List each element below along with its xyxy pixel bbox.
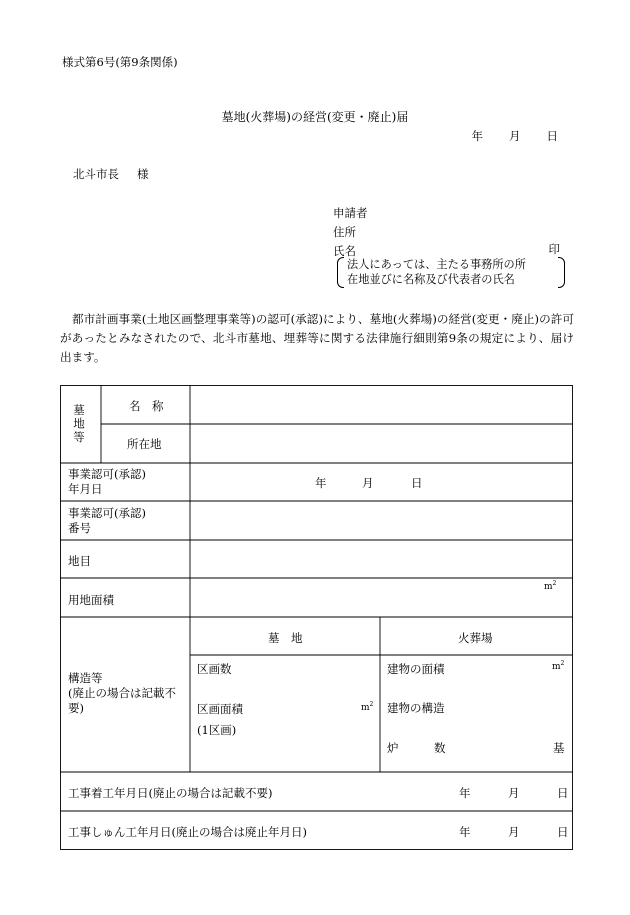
plot-area-unit-sup: 2: [369, 701, 374, 708]
building-structure-label: 建物の構造: [387, 701, 445, 715]
structure-line3: 要): [68, 701, 84, 715]
note-line-2: 在地並びに名称及び代表者の氏名: [347, 273, 515, 286]
approval-date-month: 月: [362, 476, 374, 490]
start-date-month: 月: [508, 786, 520, 800]
land-area-unit-base: m: [544, 582, 553, 592]
approval-date-label: [68, 467, 146, 497]
approval-number-line1: 事業認可(承認): [68, 506, 146, 520]
date-year: 年: [471, 129, 483, 143]
approval-date-line2: 年月日: [68, 482, 103, 496]
end-date-label: 工事しゅん工年月日(廃止の場合は廃止年月日): [68, 825, 307, 839]
location-label: 所在地: [127, 437, 162, 451]
building-area-unit-sup: 2: [560, 660, 565, 667]
start-date-label: 工事着工年月日(廃止の場合は記載不要): [68, 786, 273, 800]
crematorium-header: 火葬場: [458, 631, 493, 645]
form-number: 様式第6号(第9条関係): [62, 55, 178, 69]
applicant-label: 申請者: [333, 206, 368, 220]
corporation-note: [337, 257, 565, 288]
land-area-label: 用地面積: [68, 593, 114, 607]
building-area-label: 建物の面積: [387, 662, 445, 676]
document-title: 墓地(火葬場)の経営(変更・廃止)届: [221, 110, 409, 124]
approval-date-day: 日: [411, 476, 423, 490]
cemetery-header: 墓 地: [268, 631, 303, 645]
approval-number-line2: 番号: [68, 521, 91, 535]
plot-count-label: 区画数: [197, 662, 232, 676]
structure-line1: 構造等: [68, 671, 103, 685]
furnace-count-label: 数: [434, 741, 446, 755]
applicant-address-label: 住所: [333, 225, 356, 239]
building-area-unit: [552, 660, 564, 672]
name-label: 名 称: [129, 399, 164, 413]
start-date-year: 年: [459, 786, 471, 800]
submission-date: [472, 128, 559, 144]
end-date-day: 日: [557, 825, 569, 839]
seal-mark: 印: [548, 242, 560, 256]
plot-area-unit-base: m: [361, 703, 370, 713]
furnace-unit: 基: [553, 741, 565, 755]
plot-area-unit: [361, 701, 373, 713]
plot-area-label: 区画面積: [197, 702, 243, 716]
applicant-name-label: 氏名: [333, 244, 356, 258]
structure-line2: (廃止の場合は記載不: [68, 686, 176, 700]
date-day: 日: [546, 129, 558, 143]
note-line-1: 法人にあっては、主たる事務所の所: [347, 258, 526, 271]
cemetery-group-label: 墓地等: [72, 404, 86, 445]
addressee-name: 北斗市長: [73, 167, 119, 181]
furnace-label: 炉: [387, 741, 399, 755]
applicant-block: [333, 204, 368, 261]
plot-area-sub-label: (1区画): [197, 723, 237, 737]
building-area-unit-base: m: [552, 662, 561, 672]
approval-number-label: [68, 506, 146, 536]
land-category-label: 地目: [68, 554, 91, 568]
addressee: [73, 166, 149, 182]
end-date-month: 月: [508, 825, 520, 839]
start-date-day: 日: [557, 786, 569, 800]
approval-date-line1: 事業認可(承認): [68, 467, 146, 481]
approval-date-year: 年: [315, 476, 327, 490]
date-month: 月: [509, 129, 521, 143]
structure-label: [68, 671, 176, 716]
end-date-year: 年: [459, 825, 471, 839]
land-area-unit-sup: 2: [552, 580, 557, 587]
addressee-honorific: 様: [137, 167, 149, 181]
land-area-unit: [544, 580, 556, 592]
notification-body: 都市計画事業(土地区画整理事業等)の認可(承認)により、墓地(火葬場)の経営(変更・廃止)の許可があったとみなされたので、北斗市墓地、埋葬等に関する法律施行細則第9条の規定により、届け出ます。: [60, 312, 574, 364]
